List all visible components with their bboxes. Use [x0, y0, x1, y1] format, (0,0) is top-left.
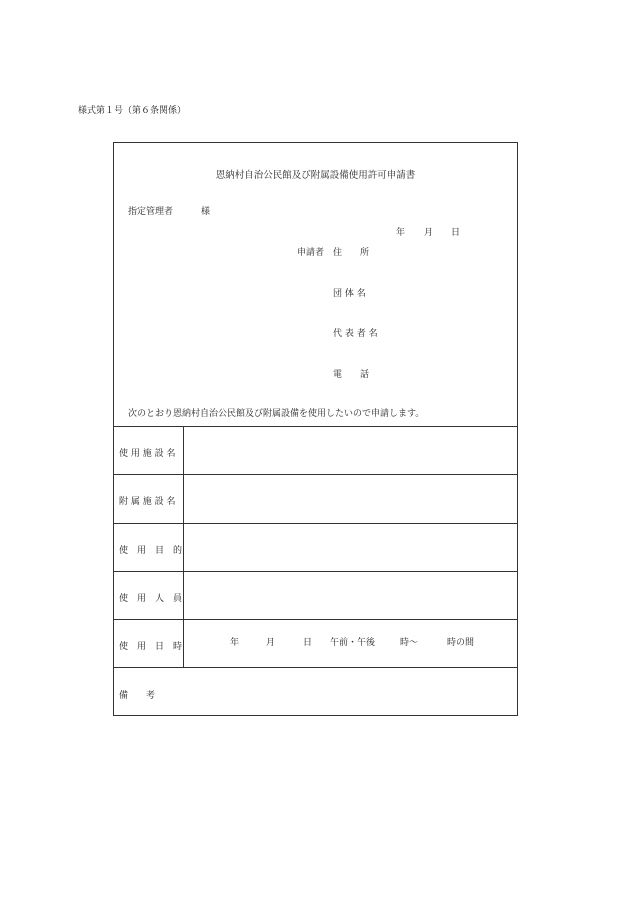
table-divider [113, 474, 518, 475]
datetime-to: 時の間 [447, 638, 475, 648]
datetime-day: 日 [303, 638, 313, 648]
datetime-year: 年 [230, 638, 240, 648]
date-day: 日 [451, 228, 461, 238]
addressee-honorific: 様 [201, 207, 211, 217]
date-year: 年 [396, 228, 406, 238]
applicant-label: 申請者 [297, 248, 325, 258]
applicant-representative-label: 代 表 者 名 [333, 329, 378, 339]
row-label-purpose: 使 用 目 的 [119, 546, 183, 556]
row-label-attached-facility: 附 属 施 設 名 [119, 497, 176, 507]
table-divider [113, 667, 518, 668]
application-statement: 次のとおり恩納村自治公民館及び附属設備を使用したいので申請します。 [128, 409, 425, 419]
table-divider [113, 571, 518, 572]
applicant-group-name-label: 団 体 名 [333, 289, 366, 299]
addressee: 指定管理者 [128, 207, 174, 217]
applicant-address-label: 住 所 [333, 248, 370, 258]
applicant-phone-label: 電 話 [333, 370, 370, 380]
date-month: 月 [424, 228, 434, 238]
form-title: 恩納村自治公民館及び附属設備使用許可申請書 [215, 170, 416, 181]
table-divider [113, 523, 518, 524]
form-number: 様式第１号（第６条関係） [78, 106, 187, 116]
row-label-attendance: 使 用 人 員 [119, 594, 183, 604]
table-column-divider [183, 426, 184, 668]
datetime-month: 月 [266, 638, 276, 648]
table-divider [113, 619, 518, 620]
datetime-from: 時〜 [400, 638, 419, 648]
row-label-remarks: 備 考 [119, 691, 156, 701]
datetime-am-pm: 午前・午後 [330, 638, 376, 648]
table-divider [113, 426, 518, 427]
row-label-datetime: 使 用 日 時 [119, 642, 183, 652]
row-label-facility: 使 用 施 設 名 [119, 449, 176, 459]
